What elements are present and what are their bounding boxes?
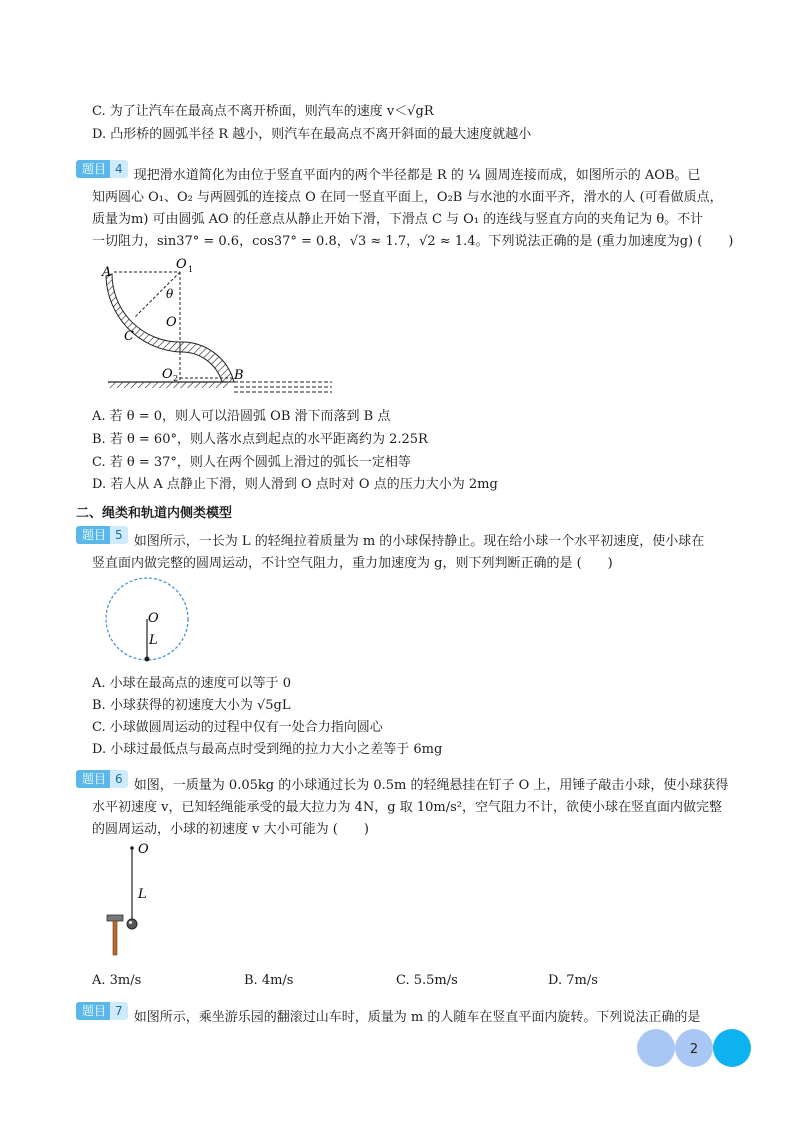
- upper-arc: [106, 274, 180, 352]
- q6-line-1: 题目 6 如图，一质量为 0.05kg 的小球通过长为 0.5m 的轻绳悬挂在钉子 O 上，用锤子敲击小球，使小球获得: [76, 770, 736, 797]
- question-6-stem: [76, 770, 736, 841]
- question-7-stem: [76, 1002, 756, 1029]
- label-o1-sub: 1: [188, 265, 194, 274]
- q4-option-c: C. 若 θ = 37°，则人在两个圆弧上滑过的弧长一定相等: [92, 455, 411, 470]
- lower-arc: [180, 342, 234, 382]
- q4-option-a: A. 若 θ = 0，则人可以沿圆弧 OB 滑下而落到 B 点: [92, 409, 391, 424]
- q6-option-c: C. 5.5m/s: [396, 973, 458, 988]
- label-o2-sub: 2: [173, 374, 179, 383]
- q5-option-b: B. 小球获得的初速度大小为 √5gL: [92, 698, 291, 713]
- q5-line-1: 题目 5 如图所示，一长为 L 的轻绳拉着质量为 m 的小球保持静止。现在给小球一个水平初速度，使小球在: [76, 526, 736, 553]
- q5-line-2: 竖直面内做完整的圆周运动，不计空气阻力，重力加速度为 g，则下列判断正确的是 ( ): [92, 556, 613, 571]
- label-l: L: [149, 633, 158, 648]
- q4-option-b: B. 若 θ = 60°，则人落水点到起点的水平距离约为 2.25R: [92, 432, 428, 447]
- label-o: O: [148, 611, 159, 626]
- q5-option-a: A. 小球在最高点的速度可以等于 0: [92, 676, 292, 691]
- q4-line-4: 一切阻力，sin37° = 0.6，cos37° = 0.8，√3 ≈ 1.7，√2 ≈ 1.4。下列说法正确的是 (重力加速度为g) ( ): [92, 234, 734, 249]
- section-2-title: 二、绳类和轨道内侧类模型: [76, 506, 233, 521]
- label-o: O: [138, 842, 149, 857]
- question-4-stem: [76, 160, 736, 253]
- q4-line-2: 知两圆心 O₁、O₂ 与两圆弧的连接点 O 在同一竖直平面上，O₂B 与水池的水面平齐，滑水的人 (可看做质点，: [92, 190, 723, 205]
- question-5-stem: [76, 526, 736, 575]
- q4-option-d: D. 若人从 A 点静止下滑，则人滑到 O 点时对 O 点的压力大小为 2mg: [92, 477, 498, 492]
- label-c: C: [124, 329, 134, 344]
- question-tag: 题目 6: [76, 770, 128, 788]
- page-number-badge: [636, 1028, 754, 1068]
- label-b: B: [234, 368, 244, 383]
- page-number: 2: [689, 1042, 699, 1057]
- q6-option-a: A. 3m/s: [92, 973, 142, 988]
- q5-circle-figure: [102, 576, 194, 666]
- label-a: A: [102, 265, 112, 280]
- q5-option-c: C. 小球做圆周运动的过程中仅有一处合力指向圆心: [92, 720, 383, 735]
- q6-option-d: D. 7m/s: [548, 973, 598, 988]
- label-o: O: [166, 315, 177, 330]
- question-tag: 题目 7: [76, 1002, 128, 1020]
- q6-line-3: 的圆周运动，小球的初速度 v 大小可能为 ( ): [92, 822, 369, 837]
- q4-line-3: 质量为m) 可由圆弧 AO 的任意点从静止开始下滑，下滑点 C 与 O₁ 的连线与竖直方向的夹角记为 θ。不计: [92, 212, 704, 227]
- q4-line-1: 题目 4 现把滑水道简化为由位于竖直平面内的两个半径都是 R 的 ¼ 圆周连接而成，如图所示的 AOB。已: [76, 160, 736, 187]
- q7-line-1: 题目 7 如图所示，乘坐游乐园的翻滚过山车时，质量为 m 的人随车在竖直平面内旋转。下列说法正确的是: [76, 1002, 756, 1029]
- question-tag: 题目 5: [76, 526, 128, 544]
- q5-option-d: D. 小球过最低点与最高点时受到绳的拉力大小之差等于 6mg: [92, 742, 443, 757]
- question-tag: 题目 4: [76, 160, 128, 178]
- label-l: L: [138, 887, 147, 902]
- q4-waterslide-figure: [100, 256, 340, 398]
- q3-option-d: D. 凸形桥的圆弧半径 R 越小，则汽车在最高点不离开斜面的最大速度就越小: [92, 127, 532, 142]
- label-o1: O: [176, 257, 187, 272]
- q6-option-b: B. 4m/s: [244, 973, 294, 988]
- label-theta: θ: [166, 287, 174, 301]
- q6-line-2: 水平初速度 v，已知轻绳能承受的最大拉力为 4N，g 取 10m/s²，空气阻力不计，欲使小球在竖直面内做完整: [92, 800, 722, 815]
- label-o2: O: [162, 367, 173, 382]
- q3-option-c: C. 为了让汽车在最高点不离开桥面，则汽车的速度 v＜√gR: [92, 104, 434, 119]
- q6-pendulum-figure: [102, 838, 162, 962]
